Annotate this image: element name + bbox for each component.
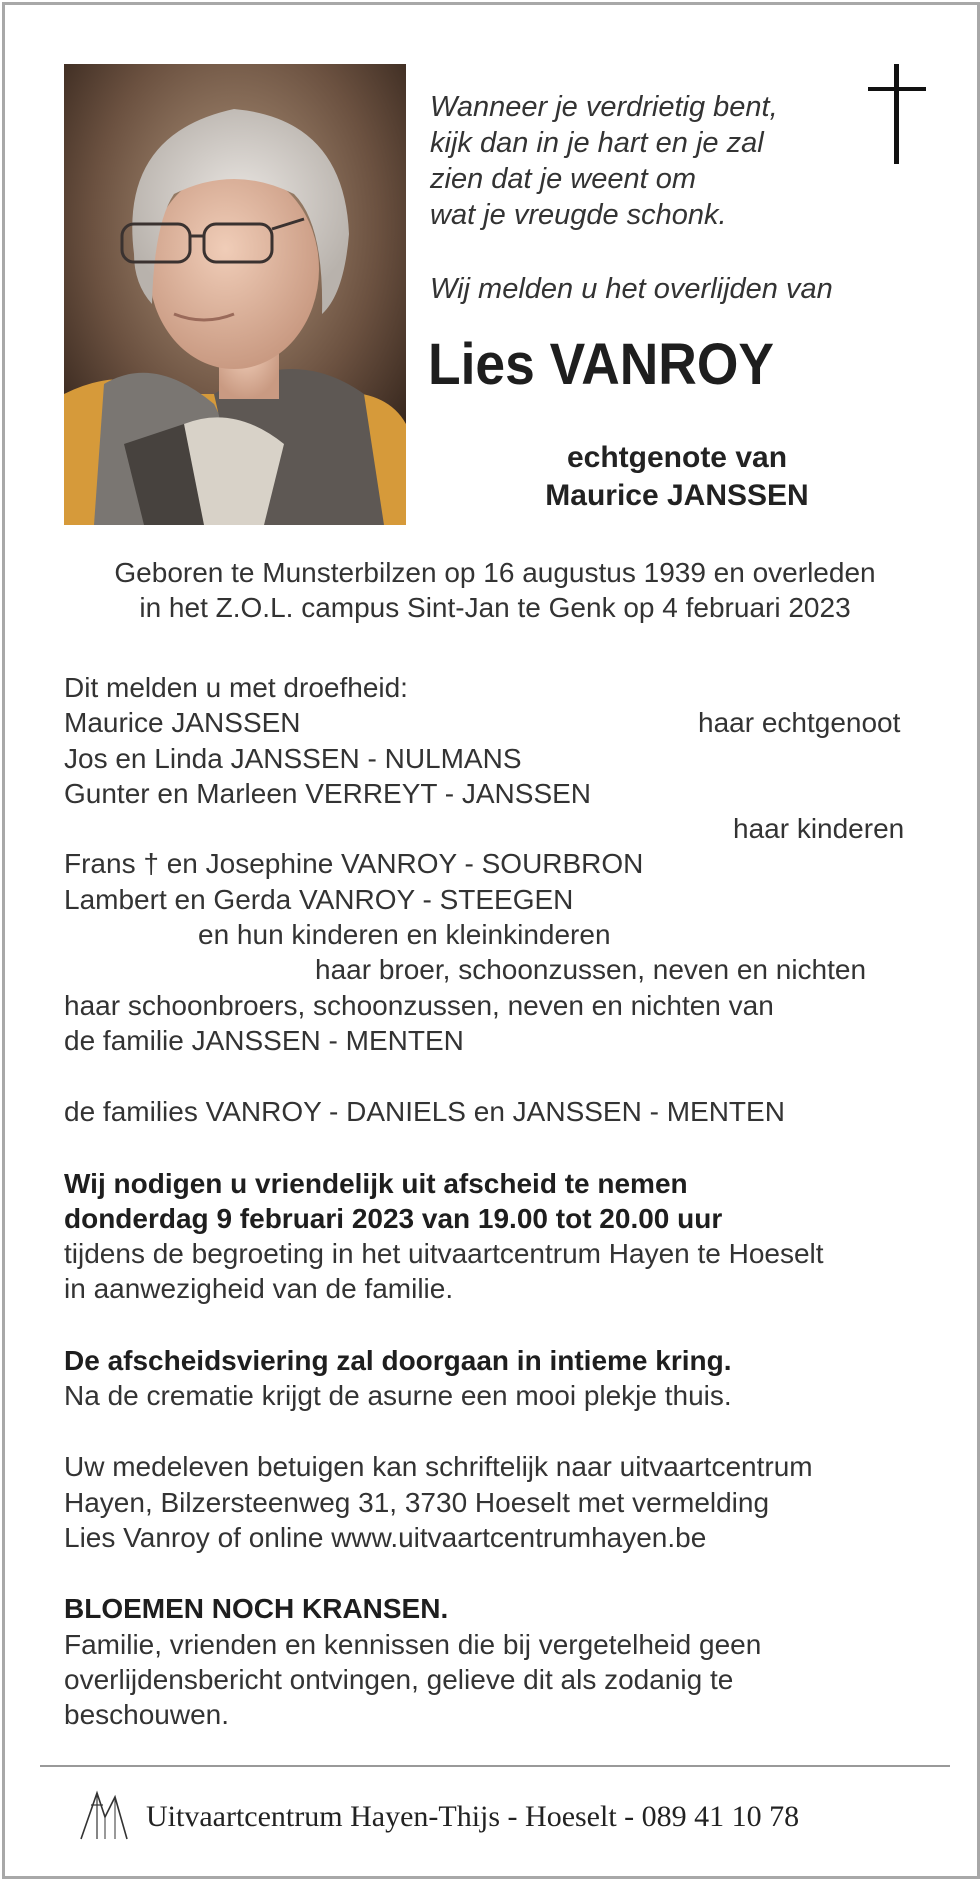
invitation-location: tijdens de begroeting in het uitvaartcentrum Hayen te Hoeselt	[64, 1238, 824, 1270]
birth-line: Geboren te Munsterbilzen op 16 augustus 1939 en overleden	[114, 557, 876, 588]
poem-line: zien dat je weent om	[430, 163, 696, 195]
spouse-block	[477, 439, 877, 515]
deceased-name: Lies VANROY	[428, 332, 774, 397]
poem-line: Wanneer je verdrietig bent,	[430, 91, 778, 123]
mourner-child: Gunter en Marleen VERREYT - JANSSEN	[64, 777, 592, 809]
flowers-heading: BLOEMEN NOCH KRANSEN.	[64, 1593, 449, 1625]
invitation-note: in aanwezigheid van de familie.	[64, 1273, 454, 1305]
mourner-inlaws: haar schoonbroers, schoonzussen, neven en nichten van	[64, 989, 774, 1021]
spouse-name: Maurice JANSSEN	[545, 479, 809, 512]
poem	[430, 89, 830, 233]
announcement-intro: Wij melden u het overlijden van	[430, 273, 833, 305]
spouse-relation: echtgenote van	[566, 441, 788, 474]
condolence-line: Lies Vanroy of online www.uitvaartcentrumhayen.be	[64, 1521, 707, 1553]
sibling-role: haar broer, schoonzussen, neven en nichten	[315, 954, 867, 986]
condolence-line: Uw medeleven betuigen kan schriftelijk naar uitvaartcentrum	[64, 1451, 813, 1483]
mourner-spouse-name: Maurice JANSSEN	[64, 707, 301, 739]
poem-line: wat je vreugde schonk.	[430, 199, 727, 231]
footer-divider	[40, 1765, 950, 1767]
footer-contact: Uitvaartcentrum Hayen-Thijs - Hoeselt - 089 41 10 78	[146, 1800, 800, 1833]
children-role: haar kinderen	[733, 813, 905, 845]
mourner-families: de families VANROY - DANIELS en JANSSEN - MENTEN	[64, 1096, 785, 1128]
mourner-spouse-role: haar echtgenoot	[698, 707, 901, 739]
birth-death-info	[45, 555, 945, 625]
sibling-descendants: en hun kinderen en kleinkinderen	[198, 919, 611, 951]
mourner-sibling: Lambert en Gerda VANROY - STEEGEN	[64, 883, 574, 915]
mourner-child: Jos en Linda JANSSEN - NULMANS	[64, 742, 522, 774]
mourner-sibling: Frans † en Josephine VANROY - SOURBRON	[64, 848, 644, 880]
death-notice-card	[2, 2, 980, 1879]
invitation-heading: Wij nodigen u vriendelijk uit afscheid te nemen	[64, 1167, 688, 1199]
funeral-home-footer	[75, 1787, 935, 1847]
ceremony-heading: De afscheidsviering zal doorgaan in intieme kring.	[64, 1344, 732, 1376]
flowers-note: Familie, vrienden en kennissen die bij vergetelheid geen	[64, 1628, 762, 1660]
flowers-note: overlijdensbericht ontvingen, gelieve dit als zodanig te	[64, 1663, 734, 1695]
poem-line: kijk dan in je hart en je zal	[430, 127, 764, 159]
notice-body	[64, 670, 944, 1732]
death-line: in het Z.O.L. campus Sint-Jan te Genk op 4 februari 2023	[139, 592, 851, 623]
invitation-datetime: donderdag 9 februari 2023 van 19.00 tot 20.00 uur	[64, 1202, 723, 1234]
chapel-logo-icon	[75, 1787, 131, 1843]
mourner-inlaws: de familie JANSSEN - MENTEN	[64, 1024, 464, 1056]
cross-icon	[868, 64, 926, 164]
flowers-note: beschouwen.	[64, 1699, 230, 1731]
ceremony-note: Na de crematie krijgt de asurne een mooi plekje thuis.	[64, 1380, 732, 1412]
condolence-line: Hayen, Bilzersteenweg 31, 3730 Hoeselt met vermelding	[64, 1486, 770, 1518]
mourners-heading: Dit melden u met droefheid:	[64, 672, 408, 703]
portrait-photo	[64, 64, 406, 525]
